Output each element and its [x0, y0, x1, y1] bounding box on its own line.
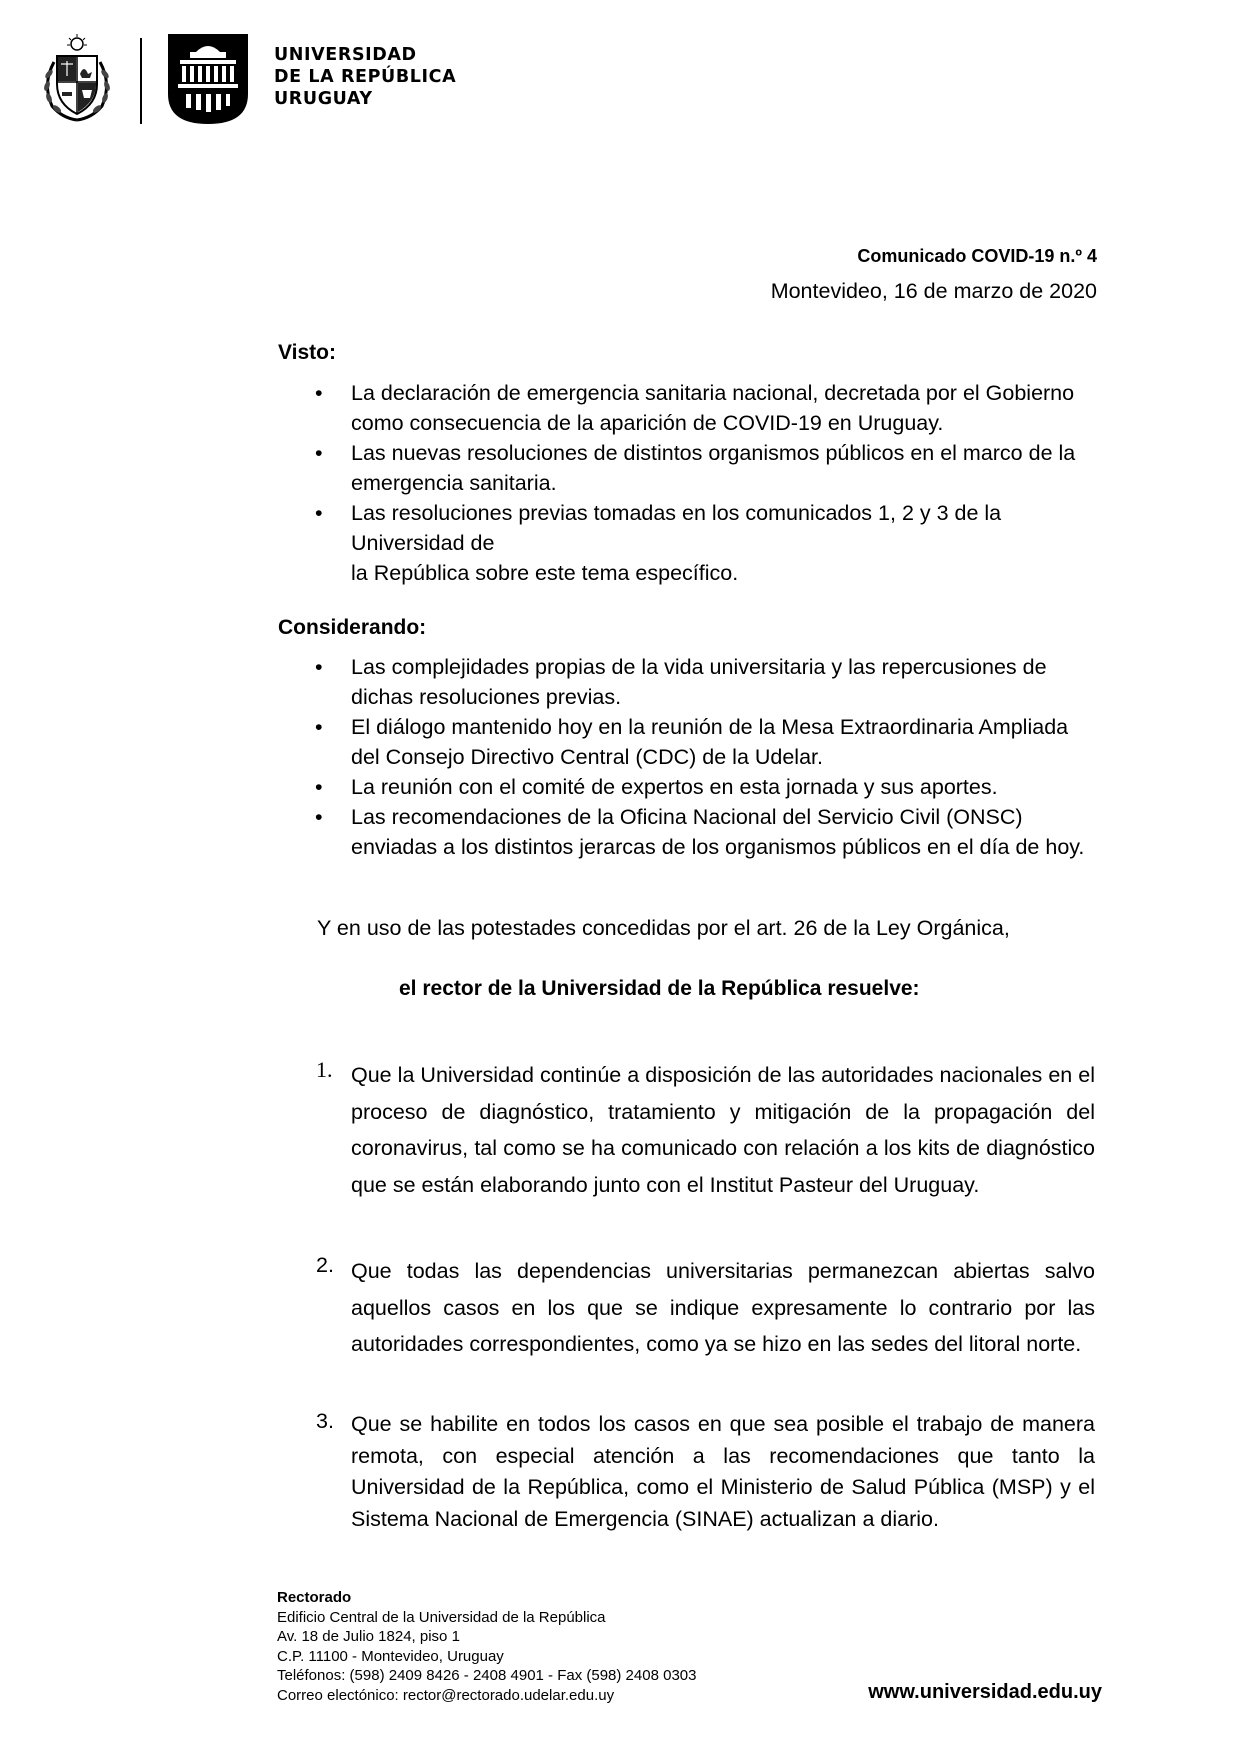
resolution-text: Que se habilite en todos los casos en que sea posible el trabajo de manera remota, con especial atención a las recomendaciones que tanto la Universidad de la República, como el Ministerio de Salud Pública (MSP) y el Sistema Nacional de Emergencia (SINAE) actualizan a diario. — [351, 1412, 1095, 1531]
list-item: • Las complejidades propias de la vida universitaria y las repercusiones de dichas resoluciones previas. — [315, 652, 1095, 712]
resolution-item — [316, 1057, 1095, 1203]
list-item-line: • Las resoluciones previas tomadas en los comunicados 1, 2 y 3 de la — [351, 501, 1002, 525]
footer-address-line: Av. 18 de Julio 1824, piso 1 — [277, 1628, 460, 1645]
list-item: • Las recomendaciones de la Oficina Nacional del Servicio Civil (ONSC) enviadas a los distintos jerarcas de los organismos públicos en el día de hoy. — [315, 802, 1095, 862]
university-name-line: UNIVERSIDAD — [274, 45, 417, 65]
considerando-title: Considerando: — [278, 616, 427, 639]
list-item: • La declaración de emergencia sanitaria nacional, decretada por el Gobierno como consecuencia de la aparición de COVID-19 en Uruguay. — [315, 378, 1095, 438]
footer-office: Rectorado — [277, 1589, 352, 1606]
footer-website: www.universidad.edu.uy — [868, 1681, 1102, 1703]
header-divider — [140, 38, 142, 124]
footer-address-line: Edificio Central de la Universidad de la República — [277, 1608, 606, 1626]
place-date: Montevideo, 16 de marzo de 2020 — [770, 279, 1097, 303]
university-building-logo-icon — [168, 34, 248, 124]
resolution-text: Que todas las dependencias universitarias permanezcan abiertas salvo aquellos casos en los que se indique expresamente lo contrario por las autoridades correspondientes, como ya se hizo en las sedes del litoral norte. — [351, 1259, 1095, 1356]
resolution-text: Que la Universidad continúe a disposición de las autoridades nacionales en el proceso de diagnóstico, tratamiento y mitigación de la propagación del coronavirus, tal como se ha comunicado con relación a los kits de diagnóstico que se están elaborando junto con el Institut Pasteur del Uruguay. — [351, 1063, 1095, 1197]
list-item — [315, 498, 1095, 588]
resolution-number: 3. — [316, 1409, 334, 1433]
footer-address — [277, 1588, 696, 1705]
resolves-heading: el rector de la Universidad de la República resuelve: — [399, 977, 920, 1000]
powers-text: Y en uso de las potestades concedidas por el art. 26 de la Ley Orgánica, — [317, 916, 1010, 940]
resolution-item — [316, 1253, 1095, 1363]
resolution-item — [316, 1409, 1095, 1535]
visto-title: Visto: — [278, 341, 336, 364]
footer-phone: Teléfonos: (598) 2409 8426 - 2408 4901 - Fax (598) 2408 0303 — [277, 1667, 697, 1684]
list-item: • El diálogo mantenido hoy en la reunión de la Mesa Extraordinaria Ampliada del Consejo Directivo Central (CDC) de la Udelar. — [315, 712, 1095, 772]
resolution-number: 2. — [316, 1253, 334, 1277]
resolution-number: 1. — [316, 1057, 333, 1082]
list-item-line: la República sobre este tema específico. — [351, 561, 739, 585]
university-name-line: DE LA REPÚBLICA — [274, 67, 457, 87]
visto-list — [315, 378, 1095, 588]
considerando-list — [315, 652, 1095, 862]
coat-of-arms-icon — [40, 34, 114, 124]
university-name — [274, 44, 456, 110]
list-item: • La reunión con el comité de expertos en esta jornada y sus aportes. — [315, 772, 1095, 802]
footer-email: Correo electónico: rector@rectorado.udelar.edu.uy — [277, 1686, 615, 1704]
communique-number: Comunicado COVID-19 n.º 4 — [857, 246, 1097, 266]
list-item: • Las nuevas resoluciones de distintos organismos públicos en el marco de la emergencia sanitaria. — [315, 438, 1095, 498]
list-item-line: Universidad de — [351, 531, 495, 555]
footer-address-line: C.P. 11100 - Montevideo, Uruguay — [277, 1647, 504, 1665]
university-name-line: URUGUAY — [274, 89, 373, 109]
